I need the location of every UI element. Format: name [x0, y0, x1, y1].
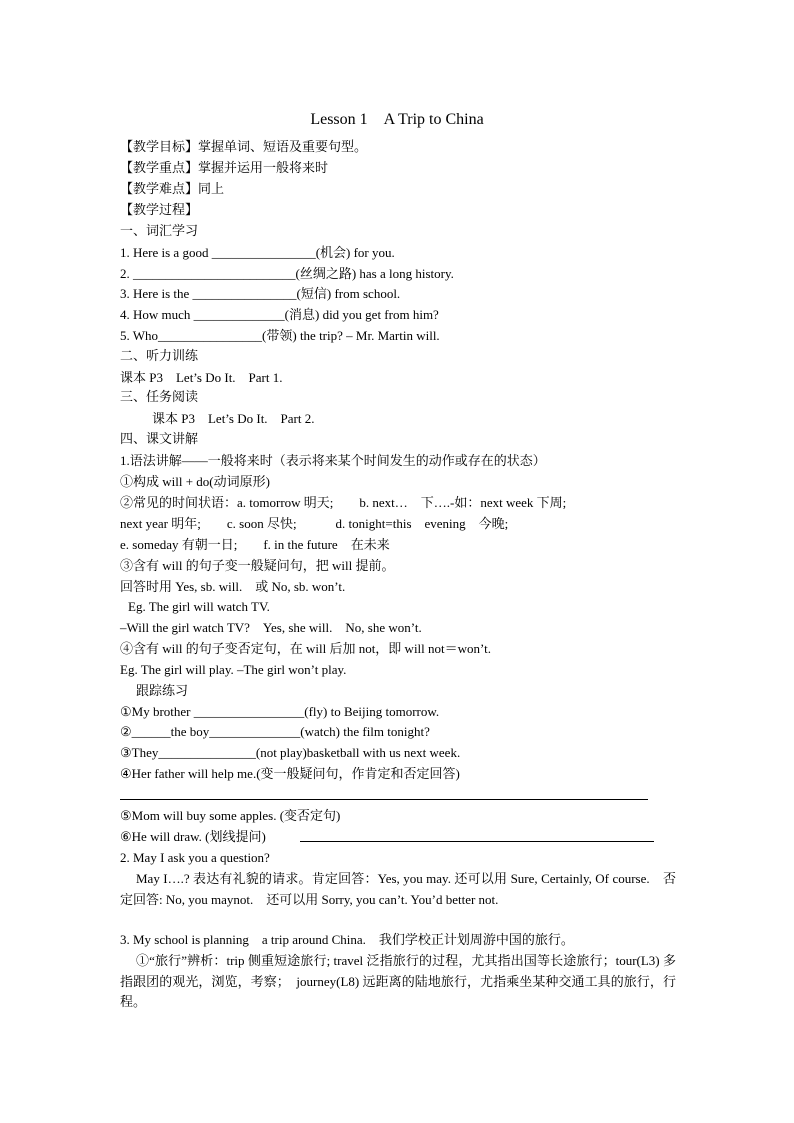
teaching-difficulty: 【教学难点】同上 [120, 182, 225, 197]
answer-line-4 [120, 799, 648, 800]
grammar-heading: 1.语法讲解——一般将来时（表示将来某个时间发生的动作或存在的状态） [120, 453, 546, 468]
phrase-heading-3: 3. My school is planning a trip around China. 我们学校正计划周游中国的旅行。 [120, 932, 574, 947]
practice-5: ⑤Mom will buy some apples. (变否定句) [120, 808, 341, 823]
vocab-item-4: 4. How much ______________(消息) did you get from him? [120, 307, 439, 322]
page-title: Lesson 1 A Trip to China [310, 111, 484, 128]
section-vocabulary: 一、词汇学习 [120, 224, 199, 239]
teaching-focus: 【教学重点】掌握并运用一般将来时 [120, 161, 329, 176]
practice-1: ①My brother _________________(fly) to Beijing tomorrow. [120, 704, 440, 719]
practice-4: ④Her father will help me.(变一般疑问句，作肯定和否定回答) [120, 766, 460, 781]
teaching-process: 【教学过程】 [120, 203, 199, 218]
answer-line-6 [300, 841, 654, 842]
teaching-goal: 【教学目标】掌握单词、短语及重要句型。 [120, 140, 368, 155]
section-text-explanation: 四、课文讲解 [120, 432, 199, 447]
section-reading: 三、任务阅读 [120, 390, 199, 405]
practice-heading: 跟踪练习 [136, 683, 189, 698]
reading-task: 课本 P3 Let’s Do It. Part 2. [152, 411, 315, 426]
example-1: Eg. The girl will watch TV. [128, 599, 270, 614]
time-adverbials-3: e. someday 有朝一日; f. in the future 在未来 [120, 537, 390, 552]
answer-rule: 回答时用 Yes, sb. will. 或 No, sb. won’t. [120, 579, 346, 594]
example-1-answer: –Will the girl watch TV? Yes, she will. No, she won’t. [120, 620, 422, 635]
listening-task: 课本 P3 Let’s Do It. Part 1. [120, 370, 283, 385]
vocab-item-3: 3. Here is the ________________(短信) from school. [120, 286, 401, 301]
example-2: Eg. The girl will play. –The girl won’t play. [120, 662, 347, 677]
vocab-item-1: 1. Here is a good ________________(机会) for you. [120, 245, 395, 260]
question-rule: ③含有 will 的句子变一般疑问句，把 will 提前。 [120, 558, 395, 573]
time-adverbials-1: ②常见的时间状语：a. tomorrow 明天; b. next… 下….-如：next week 下周; [120, 495, 567, 510]
trip-explanation: ①“旅行”辨析：trip 侧重短途旅行; travel 泛指旅行的过程，尤其指出国等长途旅行；tour(L3) 多指跟团的观光，浏览，考察； journey(L8) 远距离的陆地旅行，尤指乘坐某种交通工具的旅行，行程。 [120, 953, 676, 1009]
practice-6: ⑥He will draw. (划线提问) [120, 829, 266, 844]
section-listening: 二、听力训练 [120, 349, 199, 364]
grammar-structure: ①构成 will + do(动词原形) [120, 474, 270, 489]
practice-3: ③They_______________(not play)basketball with us next week. [120, 745, 461, 760]
vocab-item-2: 2. _________________________(丝绸之路) has a long history. [120, 266, 454, 281]
phrase-heading-2: 2. May I ask you a question? [120, 850, 270, 865]
practice-2: ②______the boy______________(watch) the film tonight? [120, 724, 430, 739]
vocab-item-5: 5. Who________________(带领) the trip? – Mr. Martin will. [120, 328, 440, 343]
time-adverbials-2: next year 明年; c. soon 尽快; d. tonight=this evening 今晚; [120, 516, 509, 531]
may-i-explanation: May I….? 表达有礼貌的请求。肯定回答：Yes, you may. 还可以用 Sure, Certainly, Of course. 否定回答: No, you maynot. 还可以用 Sorry, you can’t. You’d better not. [120, 871, 676, 907]
negative-rule: ④含有 will 的句子变否定句，在 will 后加 not，即 will not＝won’t. [120, 641, 491, 656]
